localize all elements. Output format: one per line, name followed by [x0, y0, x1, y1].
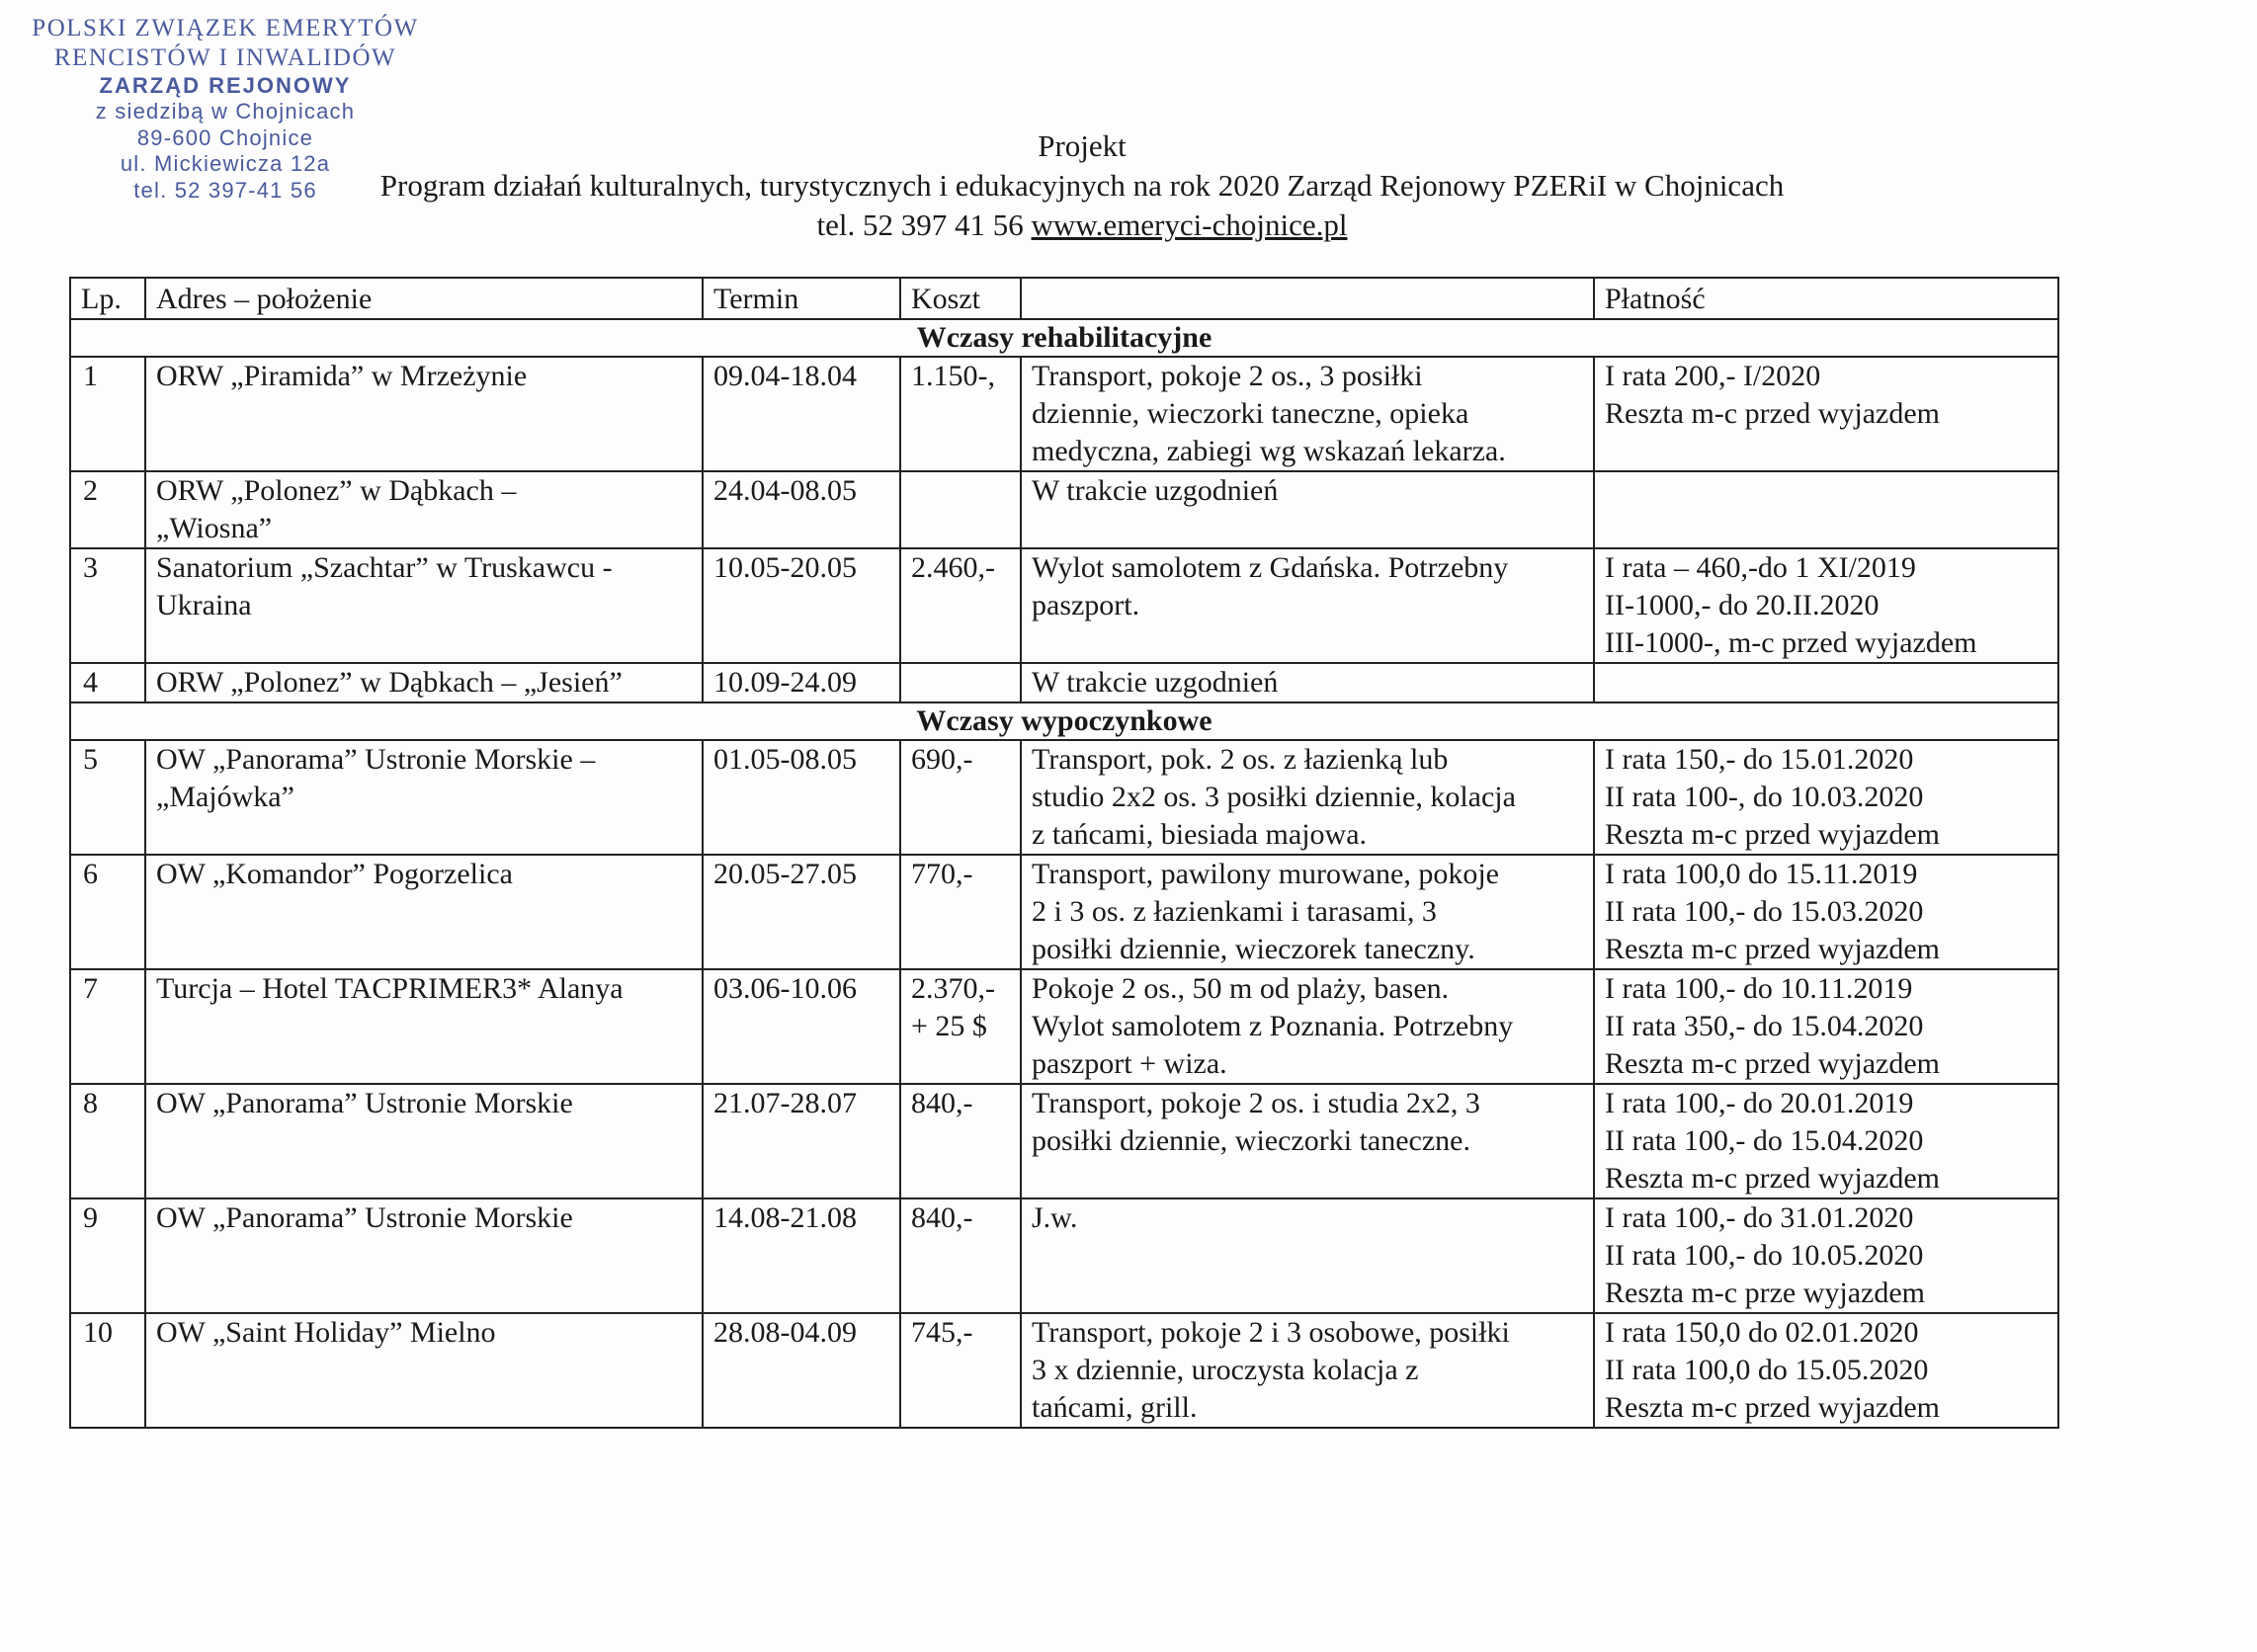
row-payment: I rata 100,- do 10.11.2019 II rata 350,- do 15.04.2020 Reszta m-c przed wyjazdem	[1594, 969, 2058, 1084]
table-row	[70, 855, 2058, 969]
row-number: 3	[70, 548, 145, 663]
row-payment: I rata 200,- I/2020 Reszta m-c przed wyjazdem	[1594, 357, 2058, 471]
row-address: Turcja – Hotel TACPRIMER3* Alanya	[145, 969, 703, 1084]
row-number: 5	[70, 740, 145, 855]
contact-line	[316, 206, 1848, 245]
column-header: Termin	[703, 278, 900, 319]
row-description: Wylot samolotem z Gdańska. Potrzebny paszport.	[1021, 548, 1594, 663]
row-cost: 840,-	[900, 1198, 1021, 1313]
section-title: Wczasy rehabilitacyjne	[70, 319, 2058, 357]
row-address: Sanatorium „Szachtar” w Truskawcu - Ukraina	[145, 548, 703, 663]
row-address: OW „Saint Holiday” Mielno	[145, 1313, 703, 1428]
table-row	[70, 1084, 2058, 1198]
stamp-line: RENCISTÓW I INWALIDÓW	[53, 44, 397, 71]
row-payment: I rata 150,0 do 02.01.2020 II rata 100,0 do 15.05.2020 Reszta m-c przed wyjazdem	[1594, 1313, 2058, 1428]
row-number: 6	[70, 855, 145, 969]
table-row	[70, 663, 2058, 702]
row-dates: 09.04-18.04	[703, 357, 900, 471]
row-dates: 24.04-08.05	[703, 471, 900, 548]
row-address: ORW „Polonez” w Dąbkach – „Jesień”	[145, 663, 703, 702]
stamp-line: POLSKI ZWIĄZEK EMERYTÓW	[32, 15, 419, 41]
row-address: OW „Panorama” Ustronie Morskie – „Majówka”	[145, 740, 703, 855]
row-description: Transport, pokoje 2 i 3 osobowe, posiłki 3 x dziennie, uroczysta kolacja z tańcami, grill.	[1021, 1313, 1594, 1428]
row-dates: 20.05-27.05	[703, 855, 900, 969]
row-description: Transport, pok. 2 os. z łazienką lub studio 2x2 os. 3 posiłki dziennie, kolacja z tańcami, biesiada majowa.	[1021, 740, 1594, 855]
row-description: Transport, pokoje 2 os., 3 posiłki dziennie, wieczorki taneczne, opieka medyczna, zabiegi wg wskazań lekarza.	[1021, 357, 1594, 471]
row-address: OW „Panorama” Ustronie Morskie	[145, 1198, 703, 1313]
stamp-line: ul. Mickiewicza 12a	[120, 151, 331, 177]
website-link[interactable]: www.emeryci-chojnice.pl	[1031, 207, 1348, 242]
row-address: ORW „Polonez” w Dąbkach – „Wiosna”	[145, 471, 703, 548]
row-number: 1	[70, 357, 145, 471]
table-row	[70, 357, 2058, 471]
row-number: 7	[70, 969, 145, 1084]
row-description: W trakcie uzgodnień	[1021, 471, 1594, 548]
row-cost: 2.460,-	[900, 548, 1021, 663]
row-description: Transport, pokoje 2 os. i studia 2x2, 3 posiłki dziennie, wieczorki taneczne.	[1021, 1084, 1594, 1198]
row-payment: I rata 150,- do 15.01.2020 II rata 100-, do 10.03.2020 Reszta m-c przed wyjazdem	[1594, 740, 2058, 855]
row-dates: 10.05-20.05	[703, 548, 900, 663]
table-header-row	[70, 278, 2058, 319]
stamp-line: ZARZĄD REJONOWY	[99, 73, 352, 98]
row-number: 9	[70, 1198, 145, 1313]
row-address: OW „Komandor” Pogorzelica	[145, 855, 703, 969]
stamp-line: tel. 52 397-41 56	[133, 177, 317, 203]
phone-number: tel. 52 397 41 56	[816, 207, 1024, 242]
document-title: Program działań kulturalnych, turystycznych i edukacyjnych na rok 2020 Zarząd Rejonowy PZERiI w Chojnicach	[379, 168, 1785, 203]
row-payment: I rata 100,- do 20.01.2019 II rata 100,- do 15.04.2020 Reszta m-c przed wyjazdem	[1594, 1084, 2058, 1198]
row-description: Pokoje 2 os., 50 m od plaży, basen. Wylot samolotem z Poznania. Potrzebny paszport + wiza.	[1021, 969, 1594, 1084]
row-payment	[1594, 471, 2058, 548]
table-row	[70, 548, 2058, 663]
row-payment: I rata – 460,-do 1 XI/2019 II-1000,- do 20.II.2020 III-1000-, m-c przed wyjazdem	[1594, 548, 2058, 663]
document-label: Projekt	[1038, 128, 1127, 163]
row-dates: 21.07-28.07	[703, 1084, 900, 1198]
stamp-line: z siedzibą w Chojnicach	[95, 99, 356, 124]
row-cost: 1.150-,	[900, 357, 1021, 471]
column-header: Adres – położenie	[145, 278, 703, 319]
row-description: Transport, pawilony murowane, pokoje 2 i 3 os. z łazienkami i tarasami, 3 posiłki dziennie, wieczorek taneczny.	[1021, 855, 1594, 969]
stamp-line: 89-600 Chojnice	[136, 124, 314, 150]
row-cost	[900, 471, 1021, 548]
row-description: W trakcie uzgodnień	[1021, 663, 1594, 702]
row-cost: 770,-	[900, 855, 1021, 969]
row-dates: 03.06-10.06	[703, 969, 900, 1084]
table-body	[70, 319, 2058, 1428]
section-row	[70, 702, 2058, 740]
section-row	[70, 319, 2058, 357]
row-dates: 01.05-08.05	[703, 740, 900, 855]
table-row	[70, 471, 2058, 548]
row-dates: 10.09-24.09	[703, 663, 900, 702]
row-address: OW „Panorama” Ustronie Morskie	[145, 1084, 703, 1198]
table-row	[70, 740, 2058, 855]
row-payment: I rata 100,- do 31.01.2020 II rata 100,- do 10.05.2020 Reszta m-c prze wyjazdem	[1594, 1198, 2058, 1313]
row-description: J.w.	[1021, 1198, 1594, 1313]
row-number: 8	[70, 1084, 145, 1198]
column-header: Koszt	[900, 278, 1021, 319]
table-row	[70, 1313, 2058, 1428]
row-cost: 690,-	[900, 740, 1021, 855]
row-number: 2	[70, 471, 145, 548]
row-number: 4	[70, 663, 145, 702]
schedule-table	[69, 277, 2059, 1429]
row-payment	[1594, 663, 2058, 702]
row-cost: 745,-	[900, 1313, 1021, 1428]
row-number: 10	[70, 1313, 145, 1428]
row-cost: 2.370,- + 25 $	[900, 969, 1021, 1084]
table-row	[70, 1198, 2058, 1313]
column-header: Lp.	[70, 278, 145, 319]
column-header	[1021, 278, 1594, 319]
row-dates: 28.08-04.09	[703, 1313, 900, 1428]
row-cost: 840,-	[900, 1084, 1021, 1198]
table-row	[70, 969, 2058, 1084]
document-heading	[316, 126, 1848, 245]
row-address: ORW „Piramida” w Mrzeżynie	[145, 357, 703, 471]
row-dates: 14.08-21.08	[703, 1198, 900, 1313]
column-header: Płatność	[1594, 278, 2058, 319]
section-title: Wczasy wypoczynkowe	[70, 702, 2058, 740]
row-cost	[900, 663, 1021, 702]
row-payment: I rata 100,0 do 15.11.2019 II rata 100,- do 15.03.2020 Reszta m-c przed wyjazdem	[1594, 855, 2058, 969]
